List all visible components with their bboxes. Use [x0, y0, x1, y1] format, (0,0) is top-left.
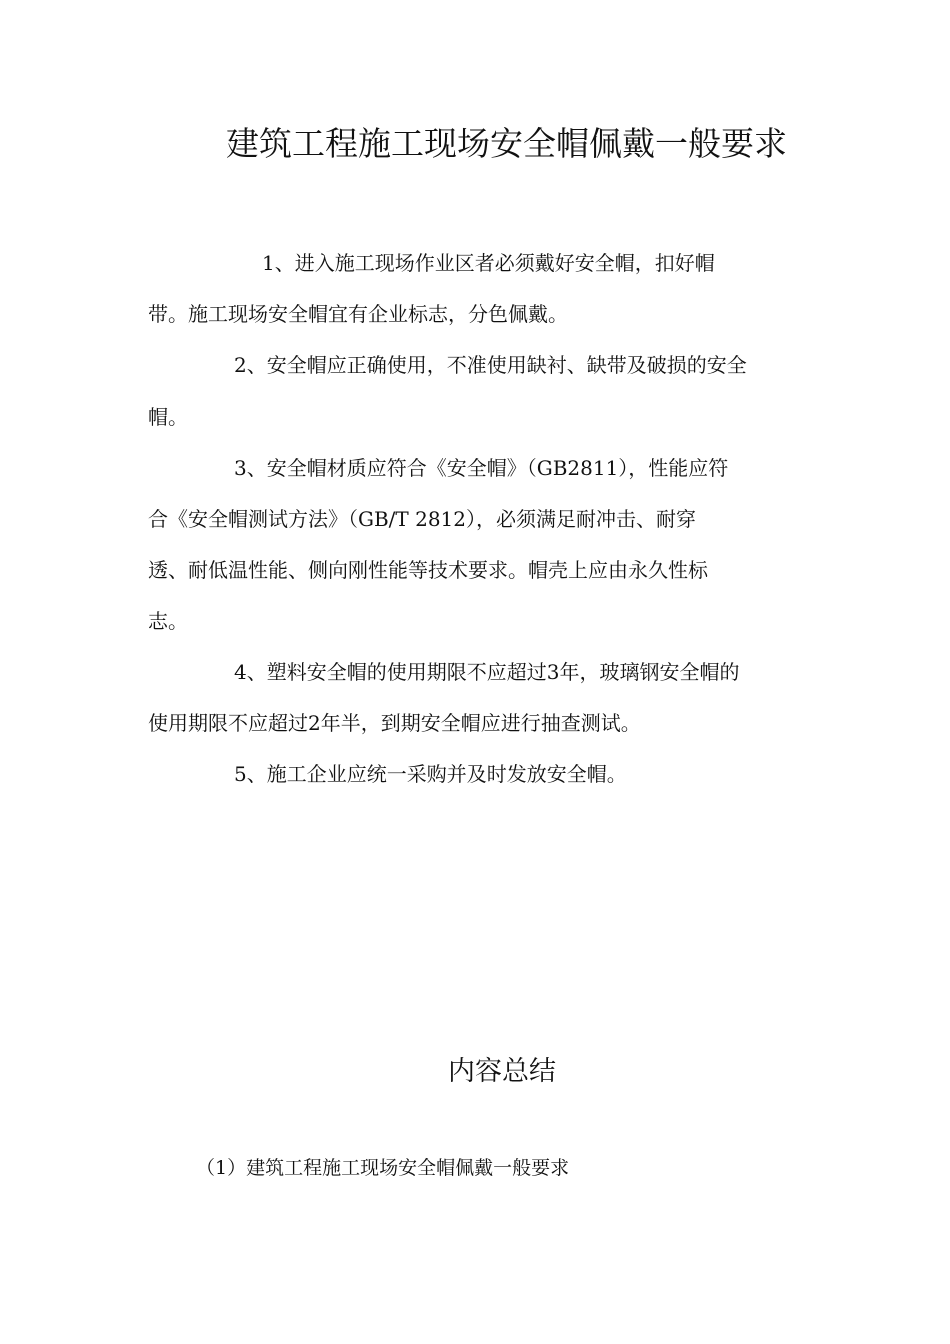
- paragraph-4-line-2: 使用期限不应超过2年半，到期安全帽应进行抽查测试。: [148, 711, 641, 735]
- paragraph-2-line-2: 帽。: [148, 405, 188, 429]
- summary-item: （1）建筑工程施工现场安全帽佩戴一般要求: [196, 1157, 570, 1179]
- paragraph-1-line-2: 带。施工现场安全帽宜有企业标志，分色佩戴。: [148, 302, 568, 326]
- paragraph-4-line-1: 4、塑料安全帽的使用期限不应超过3年，玻璃钢安全帽的: [234, 660, 740, 684]
- paragraph-3-line-3: 透、耐低温性能、侧向刚性能等技术要求。帽壳上应由永久性标: [148, 558, 708, 582]
- paragraph-3-line-1: 3、安全帽材质应符合《安全帽》（GB2811），性能应符: [234, 456, 729, 480]
- document-title: 建筑工程施工现场安全帽佩戴一般要求: [226, 124, 787, 163]
- summary-title: 内容总结: [448, 1056, 556, 1087]
- paragraph-1-line-1: 1、进入施工现场作业区者必须戴好安全帽，扣好帽: [262, 251, 715, 275]
- paragraph-2-line-1: 2、安全帽应正确使用，不准使用缺衬、缺带及破损的安全: [234, 353, 747, 377]
- paragraph-3-line-2: 合《安全帽测试方法》（GB/T 2812），必须满足耐冲击、耐穿: [148, 507, 697, 531]
- paragraph-5-line-1: 5、施工企业应统一采购并及时发放安全帽。: [234, 762, 627, 786]
- paragraph-3-line-4: 志。: [148, 609, 188, 633]
